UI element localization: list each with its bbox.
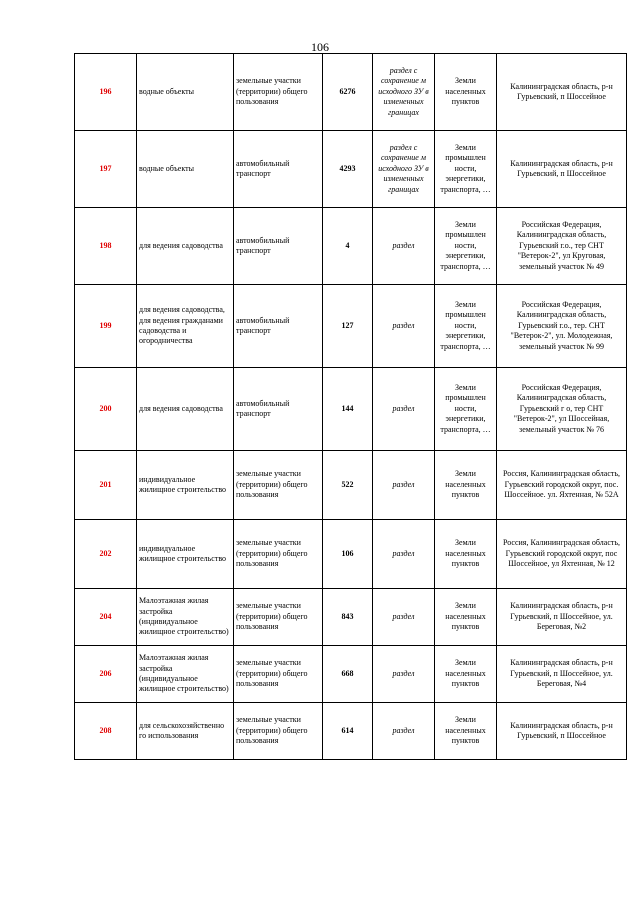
row-number: 198 <box>75 208 137 285</box>
land-category: Земли населенных пунктов <box>435 451 497 520</box>
row-number: 206 <box>75 646 137 703</box>
table-row <box>75 520 627 589</box>
row-number: 196 <box>75 54 137 131</box>
action-type: раздел <box>373 368 435 451</box>
area-value: 106 <box>323 520 373 589</box>
row-number: 200 <box>75 368 137 451</box>
action-type: раздел с сохранение м исходного ЗУ в измененных границах <box>373 131 435 208</box>
action-type: раздел <box>373 520 435 589</box>
land-category: Земли промышлен ности, энергетики, транспорта, … <box>435 285 497 368</box>
address: Российская Федерация, Калининградская область, Гурьевский г.о., тер СНТ "Ветерок-2", ул Круговая, земельный участок № 49 <box>497 208 627 285</box>
table-row <box>75 451 627 520</box>
page-number: 106 <box>311 40 329 54</box>
zone-type: земельные участки (территории) общего пользования <box>234 520 323 589</box>
area-value: 6276 <box>323 54 373 131</box>
permitted-use: для ведения садоводства <box>137 368 234 451</box>
table-row <box>75 208 627 285</box>
area-value: 522 <box>323 451 373 520</box>
land-category: Земли населенных пунктов <box>435 589 497 646</box>
area-value: 4293 <box>323 131 373 208</box>
permitted-use: водные объекты <box>137 131 234 208</box>
land-category: Земли промышлен ности, энергетики, транспорта, … <box>435 131 497 208</box>
permitted-use: водные объекты <box>137 54 234 131</box>
area-value: 614 <box>323 703 373 760</box>
action-type: раздел <box>373 703 435 760</box>
land-category: Земли промышлен ности, энергетики, транспорта, … <box>435 368 497 451</box>
address: Россия, Калининградская область, Гурьевский городской округ, пос. Шоссейное. ул. Яхтенная, № 52А <box>497 451 627 520</box>
address: Российская Федерация, Калининградская область, Гурьевский г.о., тер. СНТ "Ветерок-2", ул. Молодежная, земельный участок № 99 <box>497 285 627 368</box>
address: Российская Федерация, Калининградская область, Гурьевский г о, тер СНТ "Ветерок-2", ул Шоссейная, земельный участок № 76 <box>497 368 627 451</box>
zone-type: земельные участки (территории) общего пользования <box>234 589 323 646</box>
address: Калининградская область, р-н Гурьевский, п Шоссейное <box>497 131 627 208</box>
zone-type: земельные участки (территории) общего пользования <box>234 54 323 131</box>
table-row <box>75 589 627 646</box>
area-value: 144 <box>323 368 373 451</box>
table-row <box>75 368 627 451</box>
address: Калининградская область, р-н Гурьевский, п Шоссейное, ул. Береговая, №4 <box>497 646 627 703</box>
address: Калининградская область, р-н Гурьевский, п Шоссейное <box>497 54 627 131</box>
action-type: раздел <box>373 285 435 368</box>
permitted-use: для сельскохозяйственно го использования <box>137 703 234 760</box>
zone-type: автомобильный транспорт <box>234 368 323 451</box>
action-type: раздел с сохранение м исходного ЗУ в измененных границах <box>373 54 435 131</box>
table-row <box>75 54 627 131</box>
land-category: Земли населенных пунктов <box>435 54 497 131</box>
land-category: Земли населенных пунктов <box>435 646 497 703</box>
permitted-use: Малоэтажная жилая застройка (индивидуальное жилищное строительство) <box>137 646 234 703</box>
area-value: 4 <box>323 208 373 285</box>
action-type: раздел <box>373 646 435 703</box>
action-type: раздел <box>373 208 435 285</box>
row-number: 208 <box>75 703 137 760</box>
permitted-use: для ведения садоводства <box>137 208 234 285</box>
land-plots-table <box>74 53 627 760</box>
address: Россия, Калининградская область, Гурьевский городской округ, пос Шоссейное, ул Яхтенная, № 12 <box>497 520 627 589</box>
address: Калининградская область, р-н Гурьевский, п Шоссейное, ул. Береговая, №2 <box>497 589 627 646</box>
zone-type: земельные участки (территории) общего пользования <box>234 451 323 520</box>
action-type: раздел <box>373 589 435 646</box>
row-number: 199 <box>75 285 137 368</box>
zone-type: автомобильный транспорт <box>234 285 323 368</box>
table-row <box>75 646 627 703</box>
action-type: раздел <box>373 451 435 520</box>
row-number: 202 <box>75 520 137 589</box>
address: Калининградская область, р-н Гурьевский, п Шоссейное <box>497 703 627 760</box>
row-number: 197 <box>75 131 137 208</box>
permitted-use: для ведения садоводства, для ведения гражданами садоводства и огородничества <box>137 285 234 368</box>
area-value: 127 <box>323 285 373 368</box>
land-category: Земли промышлен ности, энергетики, транспорта, … <box>435 208 497 285</box>
table-row <box>75 285 627 368</box>
permitted-use: индивидуальное жилищное строительство <box>137 451 234 520</box>
zone-type: земельные участки (территории) общего пользования <box>234 703 323 760</box>
zone-type: автомобильный транспорт <box>234 131 323 208</box>
zone-type: автомобильный транспорт <box>234 208 323 285</box>
land-category: Земли населенных пунктов <box>435 520 497 589</box>
area-value: 668 <box>323 646 373 703</box>
table-row <box>75 131 627 208</box>
land-category: Земли населенных пунктов <box>435 703 497 760</box>
permitted-use: Малоэтажная жилая застройка (индивидуальное жилищное строительство) <box>137 589 234 646</box>
table-row <box>75 703 627 760</box>
row-number: 201 <box>75 451 137 520</box>
permitted-use: индивидуальное жилищное строительство <box>137 520 234 589</box>
row-number: 204 <box>75 589 137 646</box>
zone-type: земельные участки (территории) общего пользования <box>234 646 323 703</box>
area-value: 843 <box>323 589 373 646</box>
